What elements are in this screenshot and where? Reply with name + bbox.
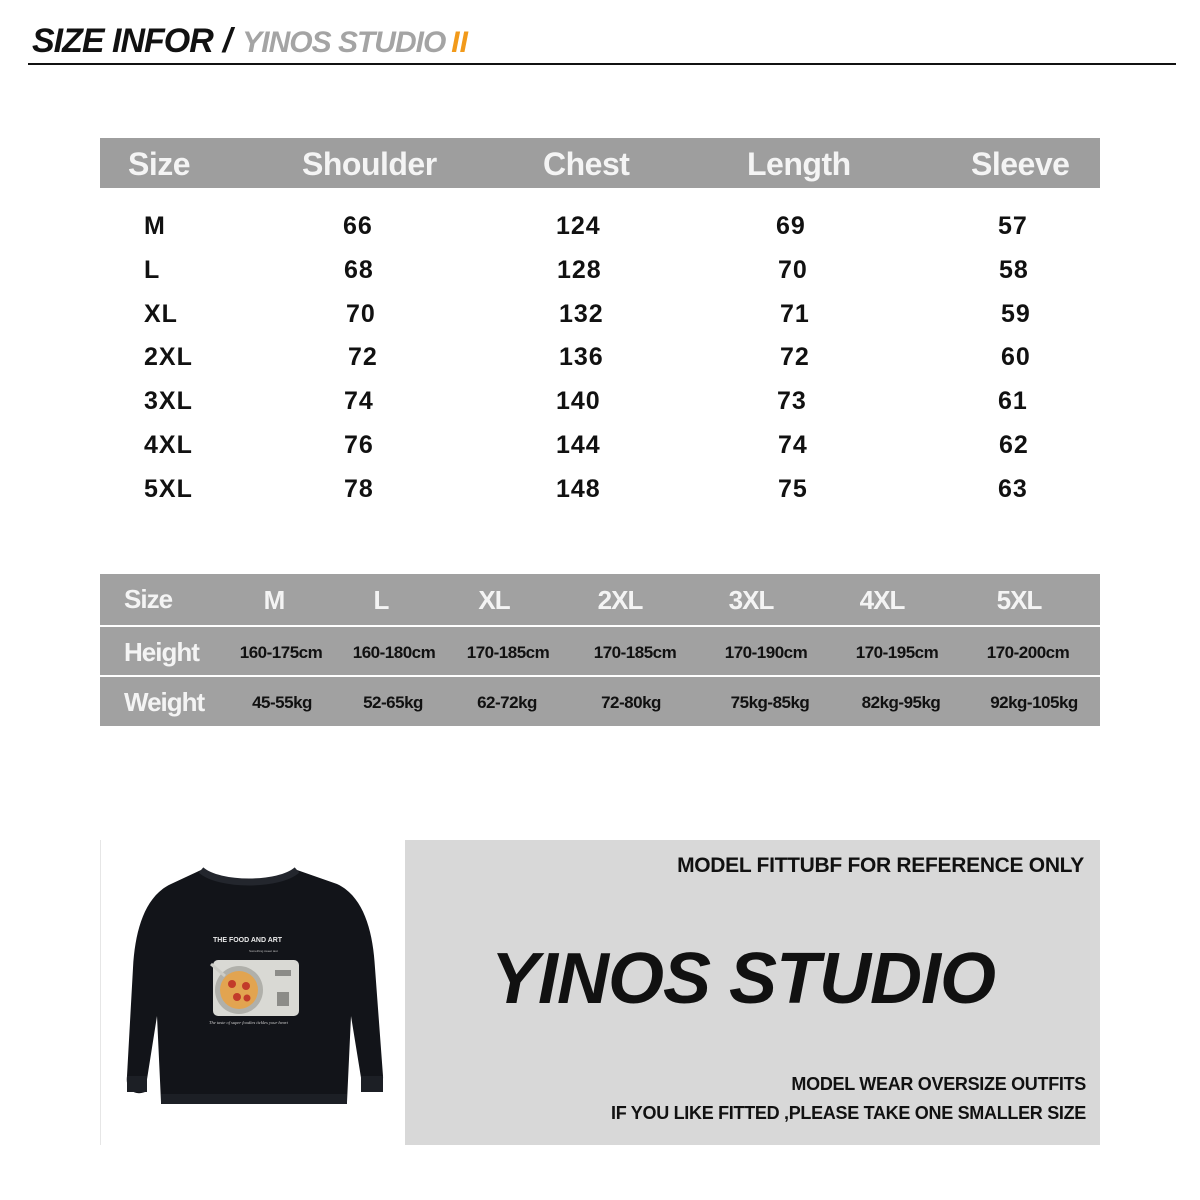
cell-size: 4XL [144, 430, 193, 459]
fit-size: XL [478, 585, 510, 615]
fit-size: 2XL [597, 585, 643, 615]
brand-mark: II [451, 26, 468, 59]
fit-size: L [373, 585, 389, 615]
measurement-table-header [100, 138, 1100, 188]
fit-size-row [100, 574, 1100, 624]
cell-sleeve: 60 [1001, 343, 1031, 372]
cell-chest: 132 [559, 299, 604, 328]
table-row [100, 467, 1100, 511]
page-title: SIZE INFOR [32, 22, 213, 60]
fit-weight-value: 92kg-105kg [990, 693, 1078, 712]
table-row [100, 379, 1100, 423]
cell-size: 5XL [144, 474, 193, 503]
cell-length: 72 [780, 343, 810, 372]
cell-chest: 140 [556, 387, 601, 416]
product-photo [100, 840, 405, 1145]
cell-sleeve: 58 [999, 255, 1029, 284]
fit-height-value: 170-190cm [724, 643, 808, 662]
cell-chest: 148 [556, 474, 601, 503]
cell-size: 2XL [144, 343, 193, 372]
cell-sleeve: 63 [998, 474, 1028, 503]
fit-height-value: 170-185cm [593, 643, 677, 662]
cell-size: L [144, 255, 161, 284]
sweatshirt-image [101, 840, 405, 1145]
table-row [100, 204, 1100, 248]
cell-shoulder: 66 [343, 212, 373, 240]
fit-height-row [100, 625, 1100, 675]
brand-logo: YINOS STUDIO [491, 939, 996, 1019]
cell-shoulder: 70 [346, 299, 376, 328]
cell-chest: 128 [557, 255, 602, 284]
cell-sleeve: 61 [998, 387, 1028, 416]
fit-weight-label: Weight [124, 687, 205, 717]
header-brand: YINOS STUDIO [242, 26, 446, 59]
cell-shoulder: 68 [344, 255, 374, 284]
cell-length: 70 [778, 255, 808, 284]
cell-shoulder: 72 [348, 343, 378, 372]
fit-weight-row [100, 675, 1100, 725]
shirt-print-caption: The taste of super foodies tickles your heart [209, 1020, 288, 1025]
fit-size: M [263, 585, 285, 615]
fit-height-value: 160-180cm [352, 643, 436, 662]
cell-sleeve: 59 [1001, 299, 1031, 328]
cell-chest: 144 [556, 430, 601, 459]
fit-weight-value: 72-80kg [601, 693, 661, 712]
model-info-panel [405, 840, 1100, 1145]
fit-advice-note: IF YOU LIKE FITTED ,PLEASE TAKE ONE SMALLER SIZE [611, 1103, 1086, 1123]
fit-size: 4XL [859, 585, 905, 615]
column-header-size: Size [128, 146, 191, 182]
cell-length: 75 [778, 474, 808, 503]
fit-weight-value: 52-65kg [363, 693, 423, 712]
fit-height-value: 160-175cm [239, 643, 323, 662]
cell-size: 3XL [144, 387, 193, 416]
table-row [100, 248, 1100, 292]
cell-shoulder: 74 [344, 387, 374, 416]
column-header-sleeve: Sleeve [971, 146, 1070, 182]
cell-chest: 124 [556, 212, 601, 240]
column-header-chest: Chest [543, 146, 630, 182]
fit-height-value: 170-200cm [986, 643, 1070, 662]
column-header-shoulder: Shoulder [302, 146, 437, 182]
cell-length: 69 [776, 212, 806, 240]
shirt-print-title: THE FOOD AND ART [213, 937, 283, 944]
measurement-table-body [100, 204, 1100, 511]
column-header-length: Length [747, 146, 851, 182]
fit-height-label: Height [124, 637, 199, 667]
cell-shoulder: 76 [344, 430, 374, 459]
title-separator: / [222, 22, 233, 60]
fit-size: 3XL [728, 585, 774, 615]
cell-shoulder: 78 [344, 474, 374, 503]
table-row [100, 423, 1100, 467]
shirt-print-small: Something sweet tast [249, 949, 278, 953]
fit-height-value: 170-195cm [855, 643, 939, 662]
cell-length: 71 [780, 299, 810, 328]
fit-weight-value: 62-72kg [477, 693, 537, 712]
reference-note: MODEL FITTUBF FOR REFERENCE ONLY [677, 854, 1084, 877]
table-row [100, 335, 1100, 379]
oversize-note: MODEL WEAR OVERSIZE OUTFITS [791, 1074, 1086, 1094]
fit-weight-value: 45-55kg [252, 693, 312, 712]
cell-sleeve: 57 [998, 212, 1028, 240]
cell-chest: 136 [559, 343, 604, 372]
cell-length: 74 [778, 430, 808, 459]
fit-size: 5XL [996, 585, 1042, 615]
page-header [32, 22, 468, 62]
cell-length: 73 [777, 387, 807, 416]
cell-size: M [144, 212, 166, 240]
header-divider [28, 63, 1176, 65]
cell-size: XL [144, 299, 178, 328]
cell-sleeve: 62 [999, 430, 1029, 459]
fit-height-value: 170-185cm [466, 643, 550, 662]
table-row [100, 292, 1100, 336]
fit-weight-value: 82kg-95kg [861, 693, 941, 712]
fit-table [100, 574, 1100, 726]
fit-weight-value: 75kg-85kg [730, 693, 810, 712]
fit-size-label: Size [124, 584, 173, 614]
